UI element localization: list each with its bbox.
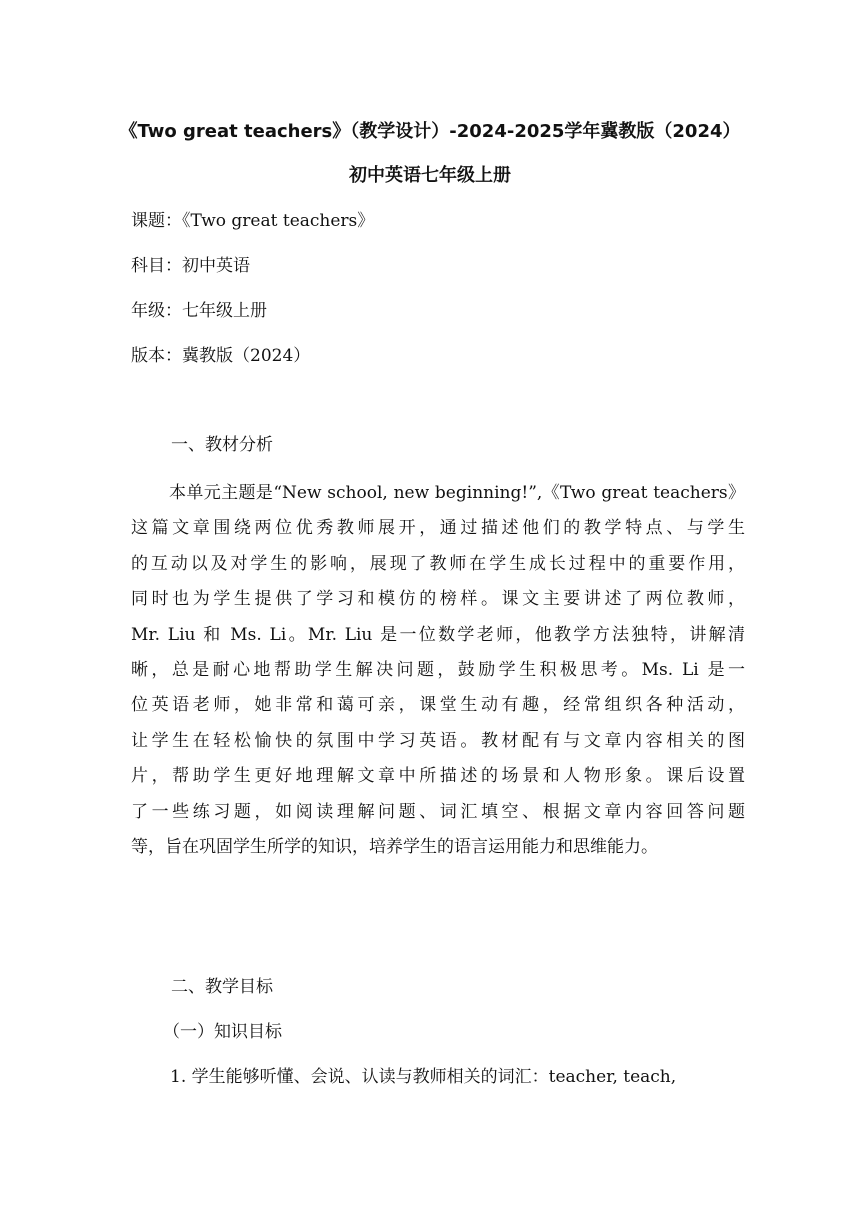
paragraph-line: 同时也为学生提供了学习和模仿的榜样。课文主要讲述了两位教师，: [131, 589, 745, 610]
materials-analysis-paragraph: [131, 476, 745, 865]
paragraph-line: 片，帮助学生更好地理解文章中所描述的场景和人物形象。课后设置: [131, 766, 745, 787]
section-heading-materials: 一、教材分析: [171, 435, 273, 455]
meta-edition: 版本：冀教版（2024）: [131, 346, 311, 366]
paragraph-line: 了一些练习题，如阅读理解问题、词汇填空、根据文章内容回答问题: [131, 801, 745, 822]
paragraph-line: 晰，总是耐心地帮助学生解决问题，鼓励学生积极思考。Ms. Li 是一: [131, 659, 745, 680]
meta-topic: 课题：《Two great teachers》: [131, 211, 375, 231]
paragraph-line: 的互动以及对学生的影响，展现了教师在学生成长过程中的重要作用，: [131, 553, 745, 574]
paragraph-line: Mr. Liu 和 Ms. Li。Mr. Liu 是一位数学老师，他教学方法独特，讲解清: [131, 624, 745, 645]
paragraph-line: 让学生在轻松愉快的氛围中学习英语。教材配有与文章内容相关的图: [131, 730, 745, 751]
subheading-knowledge-objectives: （一）知识目标: [163, 1022, 282, 1042]
paragraph-line: 这篇文章围绕两位优秀教师展开，通过描述他们的教学特点、与学生: [131, 518, 745, 539]
paragraph-line: 位英语老师，她非常和蔼可亲，课堂生动有趣，经常组织各种活动，: [131, 695, 745, 716]
document-title-line-1: 《Two great teachers》（教学设计）-2024-2025学年冀教版（2024）: [119, 121, 741, 142]
objective-item-1: 1. 学生能够听懂、会说、认读与教师相关的词汇：teacher, teach,: [170, 1067, 677, 1087]
paragraph-line: 等，旨在巩固学生所学的知识，培养学生的语言运用能力和思维能力。: [131, 836, 658, 857]
meta-grade: 年级：七年级上册: [131, 301, 267, 321]
document-title-line-2: 初中英语七年级上册: [349, 165, 511, 186]
paragraph-line: 本单元主题是“New school, new beginning!”,《Two great teachers》: [169, 483, 745, 503]
meta-subject: 科目：初中英语: [131, 256, 250, 276]
section-heading-objectives: 二、教学目标: [171, 977, 273, 997]
